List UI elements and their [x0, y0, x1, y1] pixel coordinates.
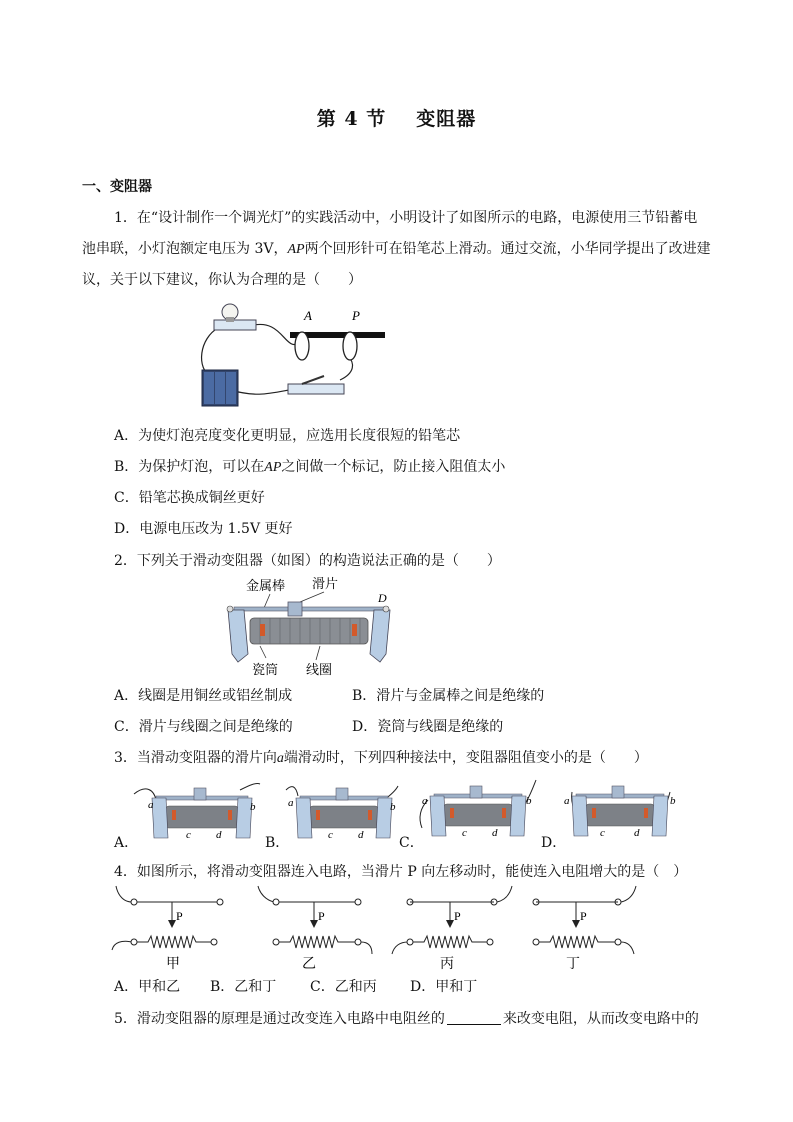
circuit-jia	[112, 886, 223, 950]
label-d: d	[492, 827, 498, 839]
q4-option-a[interactable]: A．甲和乙	[114, 979, 181, 995]
q5-answer-blank[interactable]	[447, 1010, 501, 1025]
stand-left	[296, 798, 312, 838]
terminal	[383, 606, 389, 612]
coil	[586, 804, 654, 826]
battery-cell	[204, 372, 214, 404]
q2-option-b[interactable]: B．滑片与金属棒之间是绝缘的	[352, 688, 545, 704]
pointer-line	[260, 646, 266, 658]
stand-right	[510, 796, 526, 836]
fig-name-ding: 丁	[566, 957, 580, 972]
q2-option-a[interactable]: A．线圈是用铜丝或铝丝制成	[114, 688, 293, 704]
q1-circuit-figure	[190, 298, 390, 410]
pointer-line	[264, 594, 270, 608]
stand-left	[228, 610, 248, 662]
q1-option-c[interactable]: C．铅笔芯换成铜丝更好	[114, 490, 265, 506]
slider-block	[288, 602, 302, 616]
q3-figure-c	[416, 778, 538, 842]
terminal-d	[502, 808, 506, 818]
label-b: b	[390, 801, 396, 813]
bulb-base	[214, 320, 256, 330]
q3-stem: 3．当滑动变阻器的滑片向a端滑动时，下列四种接法中，变阻器阻值变小的是（ ）	[114, 750, 648, 766]
battery-cell	[226, 372, 236, 404]
circuit-ding	[533, 886, 636, 954]
stand-left	[152, 798, 168, 838]
q3-figure-b	[282, 780, 402, 846]
q4-option-c[interactable]: C．乙和丙	[310, 979, 377, 995]
page-title	[0, 104, 793, 131]
fig-name-yi: 乙	[302, 957, 316, 972]
fig-label-a: A	[304, 308, 312, 323]
q4-option-b[interactable]: B．乙和丁	[210, 979, 277, 995]
svg-text:P: P	[454, 909, 461, 923]
q2-option-c[interactable]: C．滑片与线圈之间是绝缘的	[114, 719, 293, 735]
q3-option-d[interactable]: D．	[541, 835, 567, 851]
label-d: d	[358, 829, 364, 841]
stand-left	[572, 796, 588, 836]
title-section-number: 第 4 节	[316, 108, 387, 130]
q1-stem-line2: 池串联，小灯泡额定电压为 3V，AP两个回形针可在铅笔芯上滑动。通过交流，小华同学提出了改进建	[82, 241, 711, 257]
terminal-d	[228, 810, 232, 820]
label-d: d	[634, 827, 640, 839]
wire	[286, 787, 298, 796]
label-metal-rod: 金属棒	[246, 578, 286, 593]
label-b: b	[526, 795, 532, 807]
coil	[166, 806, 238, 828]
label-c: c	[328, 829, 333, 841]
slider	[470, 786, 482, 798]
q1-option-d[interactable]: D．电源电压改为 1.5V 更好	[114, 521, 293, 537]
fig-name-jia: 甲	[166, 957, 180, 972]
q1-option-a[interactable]: A．为使灯泡亮度变化更明显，应选用长度很短的铅笔芯	[114, 428, 461, 444]
q3-option-a[interactable]: A．	[114, 835, 139, 851]
coil-terminal	[260, 624, 265, 636]
label-d: d	[216, 829, 222, 841]
switch-base	[288, 384, 344, 394]
q4-option-d[interactable]: D．甲和丁	[410, 979, 478, 995]
q3-figure-d	[558, 778, 682, 842]
clip-p	[343, 332, 357, 360]
q3-option-c[interactable]: C．	[399, 835, 424, 851]
slider	[336, 788, 348, 800]
label-a: a	[288, 797, 294, 809]
title-name: 变阻器	[416, 108, 477, 130]
coil	[310, 806, 378, 828]
q1-stem-line1: 1．在“设计制作一个调光灯”的实践活动中，小明设计了如图所示的电路，电源使用三节铅蓄电	[114, 210, 698, 226]
q1-stem-line3: 议，关于以下建议，你认为合理的是（ ）	[82, 272, 362, 288]
bulb-socket	[226, 317, 234, 322]
label-a: a	[148, 799, 154, 811]
terminal	[227, 606, 233, 612]
label-tube: 瓷筒	[252, 662, 279, 677]
svg-text:P: P	[176, 909, 183, 923]
fig-label-p: P	[352, 308, 360, 323]
terminal-d	[368, 810, 372, 820]
svg-text:P: P	[580, 909, 587, 923]
wire	[240, 783, 260, 790]
q4-stem: 4．如图所示，将滑动变阻器连入电路，当滑片 P 向左移动时，能使连入电阻增大的是（ ）	[114, 864, 688, 880]
terminal-c	[450, 808, 454, 818]
circuit-bing	[392, 886, 512, 954]
fig-name-bing: 丙	[440, 957, 454, 972]
slider	[612, 786, 624, 798]
coil-terminal	[352, 624, 357, 636]
label-c: c	[600, 827, 605, 839]
stand-right	[652, 796, 668, 836]
coil	[444, 804, 512, 826]
label-slider: 滑片	[312, 576, 339, 591]
q5-stem: 5．滑动变阻器的原理是通过改变连入电路中电阻丝的 来改变电阻，从而改变电路中的	[114, 1011, 699, 1027]
stand-left	[430, 796, 446, 836]
q2-option-d[interactable]: D．瓷筒与线圈是绝缘的	[352, 719, 504, 735]
label-a: a	[422, 795, 428, 807]
circuit-yi	[258, 886, 372, 954]
q2-stem: 2．下列关于滑动变阻器（如图）的构造说法正确的是（ ）	[114, 553, 501, 569]
pointer-line	[300, 592, 324, 602]
stand-right	[370, 610, 390, 662]
q3-option-b[interactable]: B．	[265, 835, 290, 851]
terminal-d	[644, 808, 648, 818]
switch-lever	[302, 376, 324, 384]
label-c: c	[186, 829, 191, 841]
q4-circuits-figure	[110, 884, 650, 972]
q3-figure-a	[132, 780, 262, 846]
metal-rod	[234, 607, 384, 611]
q2-rheostat-figure	[220, 574, 400, 678]
section-heading: 一、变阻器	[82, 179, 152, 195]
label-coil: 线圈	[306, 662, 333, 677]
label-d: D	[378, 591, 387, 605]
terminal-c	[316, 810, 320, 820]
clip-a	[295, 332, 309, 360]
q1-option-b[interactable]: B．为保护灯泡，可以在AP之间做一个标记，防止接入阻值太小	[114, 459, 506, 475]
terminal-c	[592, 808, 596, 818]
label-b: b	[670, 795, 676, 807]
label-b: b	[250, 801, 256, 813]
battery-cell	[215, 372, 225, 404]
svg-text:P: P	[318, 909, 325, 923]
terminal-c	[172, 810, 176, 820]
slider	[194, 788, 206, 800]
label-c: c	[462, 827, 467, 839]
label-a: a	[564, 795, 570, 807]
pointer-line	[316, 646, 320, 660]
